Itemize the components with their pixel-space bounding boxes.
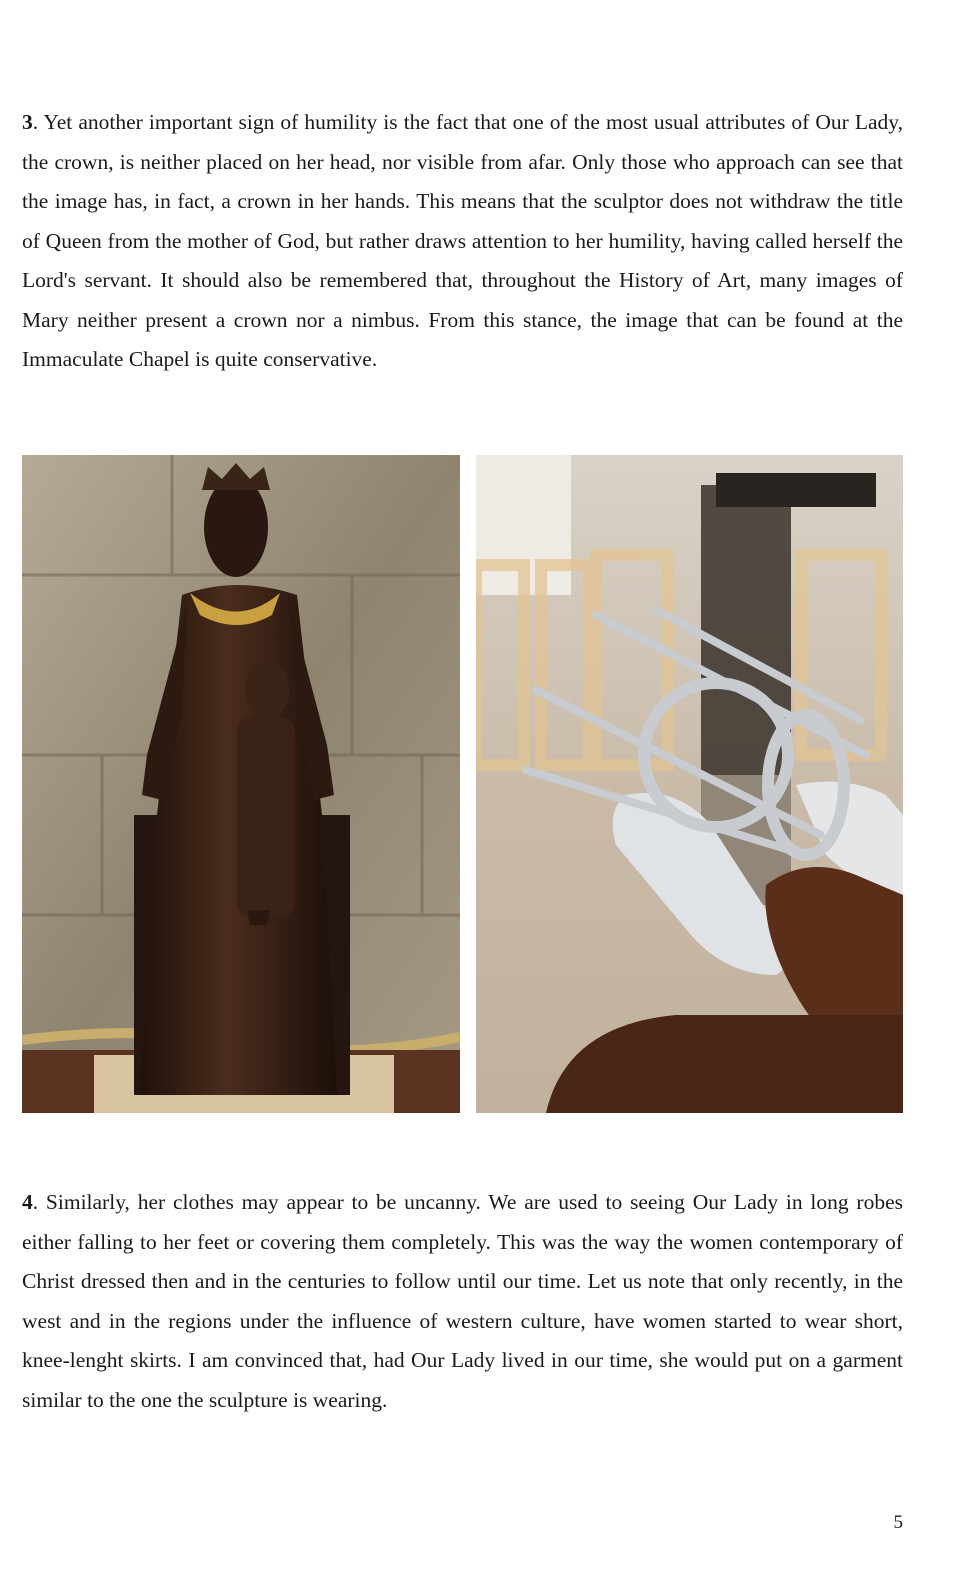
crown-in-hands-photo (476, 455, 903, 1113)
paragraph-text: . Yet another important sign of humility is the fact that one of the most usual attributes of Our Lady, the crown, is neither placed on her head, nor visible from afar. Only those who approach can see that the image has, in fact, a crown in her hands. This means that the sculptor does not withdraw the title of Queen from the mother of God, but rather draws attention to her humility, having called herself the Lord's servant. It should also be remembered that, throughout the History of Art, many images of Mary neither present a crown nor a nimbus. From this stance, the image that can be found at the Immaculate Chapel is quite conservative. (22, 110, 903, 371)
page-number: 5 (893, 1512, 903, 1533)
madonna-statue-image (22, 455, 460, 1113)
paragraph-3 (22, 103, 903, 380)
madonna-statue-photo (22, 455, 460, 1113)
paragraph-number: 4 (22, 1190, 33, 1214)
paragraph-4 (22, 1183, 903, 1420)
paragraph-text: . Similarly, her clothes may appear to be uncanny. We are used to seeing Our Lady in long robes either falling to her feet or covering them completely. This was the way the women contemporary of Christ dressed then and in the centuries to follow until our time. Let us note that only recently, in the west and in the regions under the influence of western culture, have women started to wear short, knee-lenght skirts. I am convinced that, had Our Lady lived in our time, she would put on a garment similar to the one the sculpture is wearing. (22, 1190, 903, 1412)
crown-in-hands-image (476, 455, 903, 1113)
paragraph-number: 3 (22, 110, 33, 134)
